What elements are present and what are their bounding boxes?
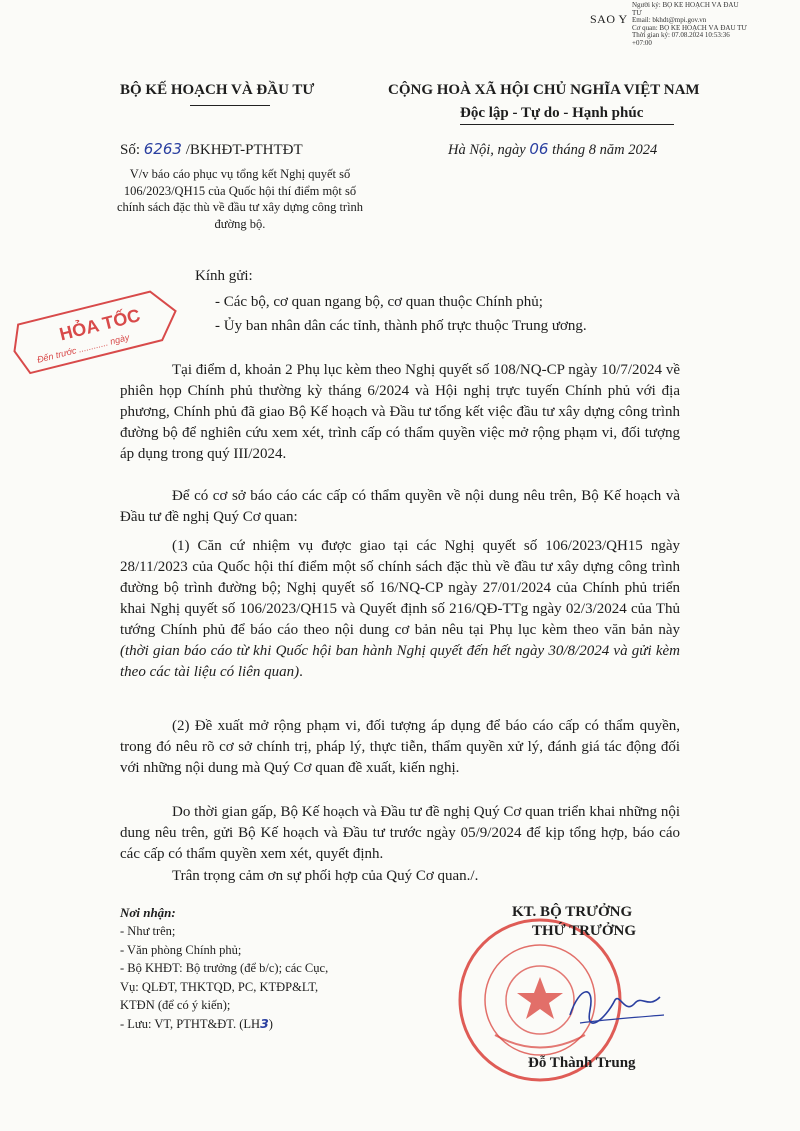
place-date [448,140,657,159]
recipient-item: - Ủy ban nhân dân các tỉnh, thành phố trực thuộc Trung ương. [215,318,587,334]
paragraph-text-normal: (1) Căn cứ nhiệm vụ được giao tại các Nghị quyết số 106/2023/QH15 ngày 28/11/2023 của Quốc hội thí điểm một số chính sách đặc thù về đầu tư xây dựng công trình đường bộ trình đường bộ; Nghị quyết số 16/NQ-CP ngày 27/01/2024 của Chính phủ triển khai Nghị quyết số 106/2023/QH15 và Quyết định số 216/QĐ-TTg ngày 02/3/2024 của Thủ tướng Chính phủ để báo cáo theo nội dung cơ bản nêu tại Phụ lục kèm theo văn bản này [120,538,680,638]
digital-signature-line: Email: bkhdt@mpi.gov.vn [632,17,707,25]
document-subject: V/v báo cáo phục vụ tổng kết Nghị quyết số 106/2023/QH15 của Quốc hội thí điểm một số chính sách đặc thù về đầu tư xây dựng công trình đường bộ. [116,167,364,231]
receiver-item: - Văn phòng Chính phủ; [120,942,242,957]
nation-name: CỘNG HOÀ XÃ HỘI CHỦ NGHĨA VIỆT NAM [388,82,700,98]
motto-underline [460,124,674,125]
recipients-label: Kính gửi: [195,268,253,284]
signer-name: Đỗ Thành Trung [528,1055,636,1071]
digital-signature-info [632,2,800,48]
digital-signature-line: Cơ quan: BỘ KẾ HOẠCH VÀ ĐẦU TƯ [632,24,747,32]
archive-close: ) [268,1016,273,1031]
day-handwritten: 06 [529,140,549,158]
receiver-item: - Bộ KHĐT: Bộ trưởng (để b/c); các Cục, [120,961,329,976]
digital-signature-line: +07:00 [632,39,652,47]
body-paragraph [120,536,680,683]
body-paragraph [120,360,680,465]
receivers-list [120,922,410,1034]
digital-signature-line: TƯ [632,9,642,17]
paragraph-text [120,536,680,683]
body-paragraph [120,716,680,779]
signature-title: KT. BỘ TRƯỞNG [512,904,633,920]
ministry-underline [190,105,270,106]
handwritten-count: 3 [260,1015,269,1031]
receiver-item: Vụ: QLĐT, THKTQD, PC, KTĐP&LT, [120,979,319,994]
urgent-stamp-sub: Đến trước ............ ngày [36,332,131,365]
receivers-title: Nơi nhận: [120,905,176,920]
body-paragraph [120,486,680,528]
signature-subtitle: THỨ TRƯỞNG [532,923,637,939]
copy-mark: SAO Y [590,12,628,26]
body-paragraph [120,866,680,887]
place-date-prefix: Hà Nội, ngày [448,142,530,158]
paragraph-text-end: . [299,664,303,680]
place-date-suffix: tháng 8 năm 2024 [548,142,658,158]
receiver-item: KTĐN (để có ý kiến); [120,998,231,1013]
doc-number-prefix: Số: [120,142,144,158]
national-motto: Độc lập - Tự do - Hạnh phúc [460,105,644,121]
paragraph-text-italic: (thời gian báo cáo từ khi Quốc hội ban hành Nghị quyết đến hết ngày 30/8/2024 và gửi kèm theo các tài liệu có liên quan) [120,643,680,680]
paragraph-text: Do thời gian gấp, Bộ Kế hoạch và Đầu tư đề nghị Quý Cơ quan triển khai những nội dung nêu trên, gửi Bộ Kế hoạch và Đầu tư trước ngày 05/9/2024 để kịp tổng hợp, báo cáo các cấp có thẩm quyền xem xét, quyết định. [120,804,680,862]
receiver-item-archive [120,1015,410,1034]
archive-text: - Lưu: VT, PTHT&ĐT. (LH [120,1016,261,1031]
paragraph-text: Trân trọng cảm ơn sự phối hợp của Quý Cơ quan./. [172,868,479,884]
ministry-name: BỘ KẾ HOẠCH VÀ ĐẦU TƯ [120,82,315,98]
doc-number-handwritten: 6263 [143,140,182,158]
doc-number-suffix: /BKHĐT-PTHTĐT [181,142,303,158]
body-paragraph [120,802,680,865]
recipient-item: - Các bộ, cơ quan ngang bộ, cơ quan thuộc Chính phủ; [215,294,543,310]
paragraph-text: Tại điểm d, khoản 2 Phụ lục kèm theo Nghị quyết số 108/NQ-CP ngày 10/7/2024 về phiên họp Chính phủ thường kỳ tháng 6/2024 và Hội nghị trực tuyến Chính phủ với địa phương, Chính phủ đã giao Bộ Kế hoạch và Đầu tư tổng kết việc đầu tư xây dựng công trình đường bộ để nghiên cứu xem xét, trình cấp có thẩm quyền việc mở rộng phạm vi, đối tượng áp dụng trong quý III/2024. [120,362,680,462]
document-number [120,140,303,159]
digital-signature-line: Thời gian ký: 07.08.2024 10:53:36 [632,32,730,40]
paragraph-text: Để có cơ sở báo cáo các cấp có thẩm quyền về nội dung nêu trên, Bộ Kế hoạch và Đầu tư đề nghị Quý Cơ quan: [120,488,680,525]
digital-signature-line: Người ký: BỘ KẾ HOẠCH VÀ ĐẦU [632,2,739,9]
receiver-item: - Như trên; [120,924,176,938]
paragraph-text: (2) Đề xuất mở rộng phạm vi, đối tượng áp dụng để báo cáo cấp có thẩm quyền, trong đó nêu rõ cơ sở chính trị, pháp lý, thực tiễn, thẩm quyền xử lý, đánh giá tác động đối với những nội dung mà Quý Cơ quan đề xuất, kiến nghị. [120,718,680,776]
urgent-stamp-label: HỎA TỐC [57,305,143,345]
handwritten-signature [560,975,670,1035]
